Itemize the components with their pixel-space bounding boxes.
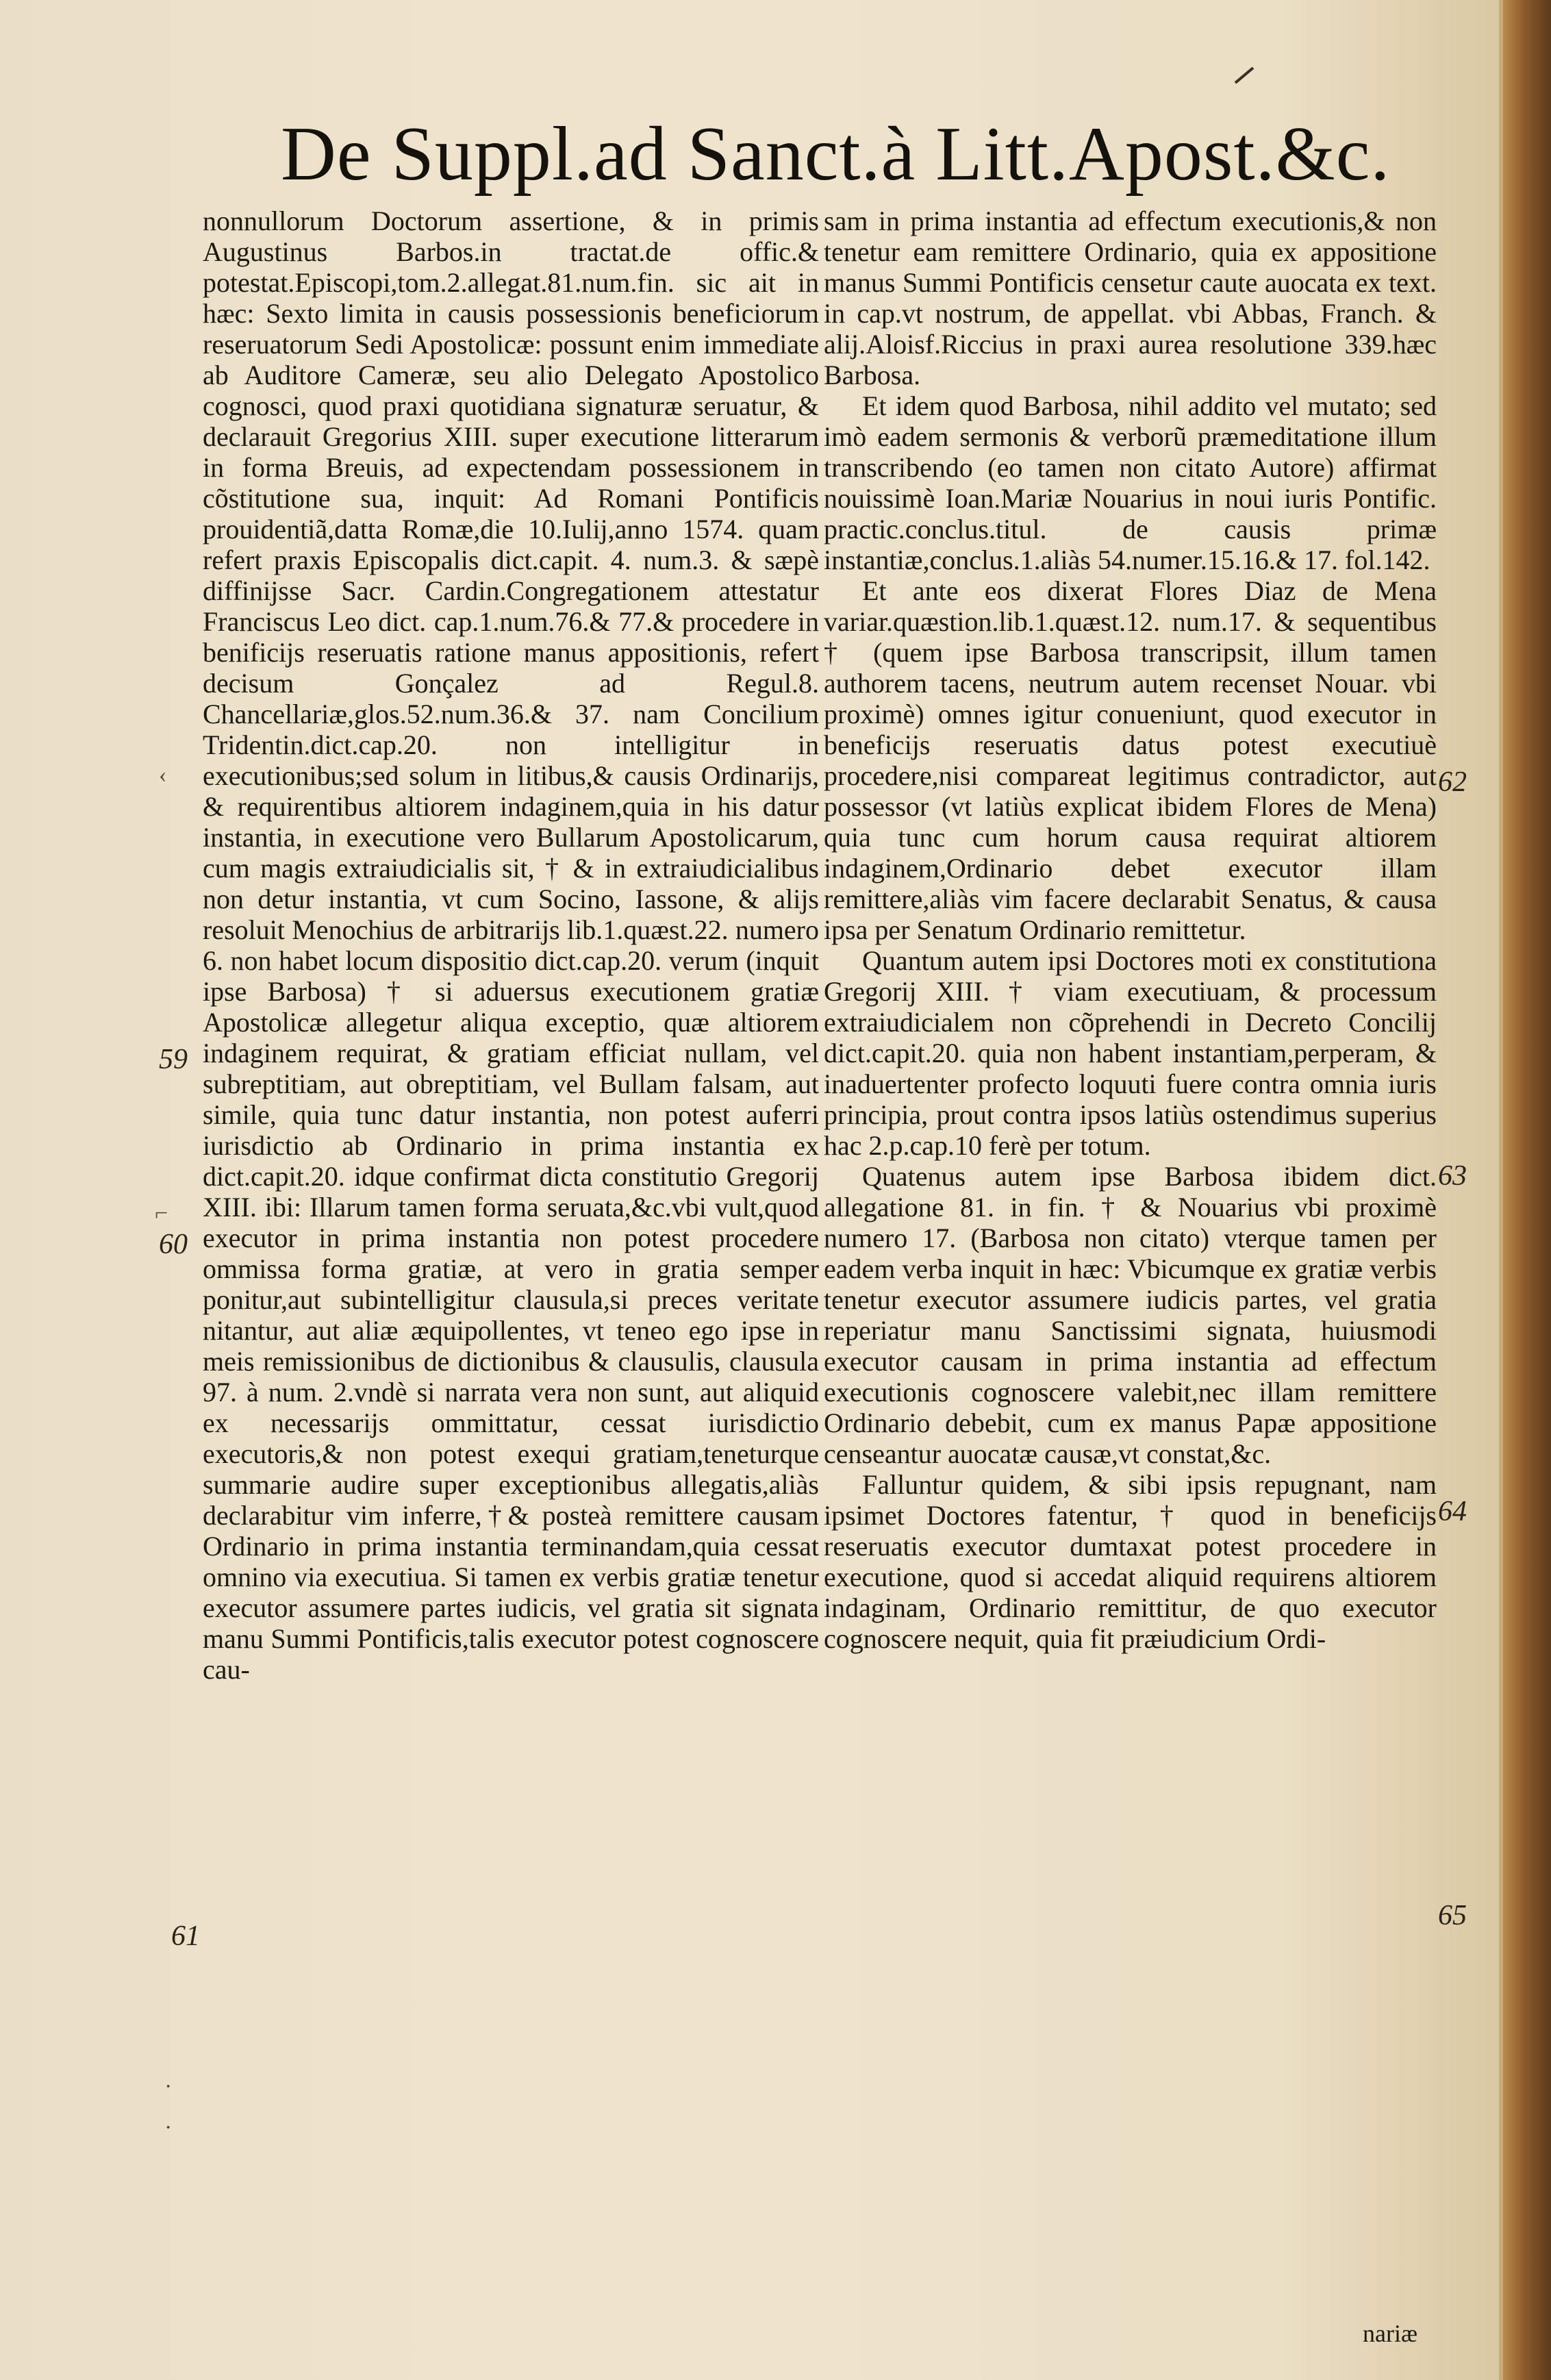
margin-dash-mark: ⌐ bbox=[155, 1201, 168, 1226]
book-edge bbox=[1503, 0, 1551, 2380]
right-paragraph-1: sam in prima instantia ad effectum executionis,& non tenetur eam remittere Ordinario, quia ex appositione manus Summi Pontificis censetur caute auocata ex text. in cap.vt nostrum, de appellat. vbi Abbas, Franch. & alij.Aloisf.Riccius in praxi aurea resolutione 339.hæc Barbosa. bbox=[824, 205, 1437, 390]
right-paragraph-2: Et idem quod Barbosa, nihil addito vel mutato; sed imò eadem sermonis & verborũ præmeditatione illum transcribendo (eo tamen non citato Autore) affirmat nouissimè Ioan.Mariæ Nouarius in noui iuris Pontific. practic.conclus.titul. de causis primæ instantiæ,conclus.1.aliàs 54.numer.15.16.& 17. fol.142. bbox=[824, 390, 1437, 575]
right-paragraph-5: Quatenus autem ipse Barbosa ibidem dict. allegatione 81. in fin. † & Nouarius vbi proximè numero 17. (Barbosa non citato) vterque tamen per eadem verba inquit in hæc: Vbicumque ex gratiæ verbis tenetur executor assumere iudicis partes, vel gratia reperiatur manu Sanctissimi signata, huiusmodi executor causam in prima instantia ad effectum executionis cognoscere valebit,nec illam remittere Ordinario debebit, cum ex manus Papæ appositione censeantur auocatæ causæ,vt constat,&c. bbox=[824, 1161, 1437, 1469]
right-paragraph-4: Quantum autem ipsi Doctores moti ex constitutiona Gregorij XIII. † viam executiuam, & processum extraiudicialem non cõprehendi in Decreto Concilij dict.capit.20. quia non habent instantiam,perperam, & inaduertenter profecto loquuti fuere contra omnia iuris principia, prout contra ipsos latiùs ostendimus superius hac 2.p.cap.10 ferè per totum. bbox=[824, 945, 1437, 1161]
margin-bracket-mark: ‹ bbox=[159, 762, 167, 788]
left-column bbox=[203, 205, 819, 2363]
running-head: De Suppl.ad Sanct.à Litt.Apost.&c. bbox=[281, 112, 1391, 197]
margin-number-60: 60 bbox=[159, 1229, 188, 1260]
margin-number-63: 63 bbox=[1438, 1160, 1467, 1192]
right-paragraph-6: Falluntur quidem, & sibi ipsis repugnant, nam ipsimet Doctores fatentur, † quod in beneficijs reseruatis executor dumtaxat potest procedere in executione, quod si accedat aliquid requirens altiorem indaginam, Ordinario remittitur, de quo executor cognoscere nequit, quia fit præiudicium Ordi- bbox=[824, 1469, 1437, 1654]
margin-number-64: 64 bbox=[1438, 1496, 1467, 1527]
margin-number-61: 61 bbox=[171, 1920, 200, 1952]
left-paragraph-1: nonnullorum Doctorum assertione, & in primis Augustinus Barbos.in tractat.de offic.& potestat.Episcopi,tom.2.allegat.81.num.fin. sic ait in hæc: Sexto limita in causis possessionis beneficiorum reseruatorum Sedi Apostolicæ: possunt enim immediate ab Auditore Cameræ, seu alio Delegato Apostolico cognosci, quod praxi quotidiana signaturæ seruatur, & declarauit Gregorius XIII. super executione litterarum in forma Breuis, ad expectendam possessionem in cõstitutione sua, inquit: Ad Romani Pontificis prouidentiã,datta Romæ,die 10.Iulij,anno 1574. quam refert praxis Episcopalis dict.capit. 4. num.3. & sæpè diffinijsse Sacr. Cardin.Congregationem attestatur Franciscus Leo dict. cap.1.num.76.& 77.& procedere in benificijs reseruatis ratione manus appositionis, refert decisum Gonçalez ad Regul.8. Chancellariæ,glos.52.num.36.& 37. nam Concilium Tridentin.dict.cap.20. non intelligitur in executionibus;sed solum in litibus,& causis Ordinarijs, & requirentibus altiorem indaginem,quia in his datur instantia, in executione vero Bullarum Apostolicarum, cum magis extraiudicialis sit, † & in extraiudicialibus non detur instantia, vt cum Socino, Iassone, & alijs resoluit Menochius de arbitrarijs lib.1.quæst.22. numero 6. non habet locum dispositio dict.cap.20. verum (inquit ipse Barbosa) † si aduersus executionem gratiæ Apostolicæ allegetur aliqua exceptio, quæ altiorem indaginem requirat, & gratiam efficiat nullam, vel subreptitiam, aut obreptitiam, vel Bullam falsam, aut simile, quia tunc datur instantia, non potest auferri iurisdictio ab Ordinario in prima instantia ex dict.capit.20. idque confirmat dicta constitutio Gregorij XIII. ibi: Illarum tamen forma seruata,&c.vbi vult,quod executor in prima instantia non potest procedere ommissa forma gratiæ, at vero in gratia semper ponitur,aut subintelligitur clausula,si preces veritate nitantur, aut aliæ æquipollentes, vt teneo ego ipse in meis remissionibus de dictionibus & clausulis, clausula 97. à num. 2.vndè si narrata vera non sunt, aut aliquid ex necessarijs ommittatur, cessat iurisdictio executoris,& non potest exequi gratiam,teneturque summarie audire super exceptionibus allegatis,aliàs declarabitur vim inferre,†& posteà remittere causam Ordinario in prima instantia terminandam,quia cessat omnino via executiua. Si tamen ex verbis gratiæ tenetur executor assumere partes iudicis, vel gratia sit signata manu Summi Pontificis,talis executor potest cognoscere cau- bbox=[203, 205, 819, 1685]
right-column bbox=[824, 205, 1437, 2363]
catchword: nariæ bbox=[1363, 2320, 1417, 2347]
margin-number-59: 59 bbox=[159, 1044, 188, 1075]
margin-number-65: 65 bbox=[1438, 1900, 1467, 1931]
margin-number-62: 62 bbox=[1438, 766, 1467, 798]
right-paragraph-3: Et ante eos dixerat Flores Diaz de Mena variar.quæstion.lib.1.quæst.12. num.17. & sequentibus † (quem ipse Barbosa transcripsit, illum tamen authorem tacens, neutrum autem recenset Nouar. vbi proximè) omnes igitur conueniunt, quod executor in beneficijs reseruatis datus potest executiuè procedere,nisi compareat legitimus contradictor, aut possessor (vt latiùs explicat ibidem Flores de Mena) quia tunc cum horum causa requirat altiorem indaginem,Ordinario debet executor illam remittere,aliàs vim facere declarabit Senatus, & causa ipsa per Senatum Ordinario remittetur. bbox=[824, 575, 1437, 945]
margin-dot-mark: · bbox=[164, 2074, 173, 2099]
margin-dot-mark: · bbox=[164, 2115, 173, 2140]
